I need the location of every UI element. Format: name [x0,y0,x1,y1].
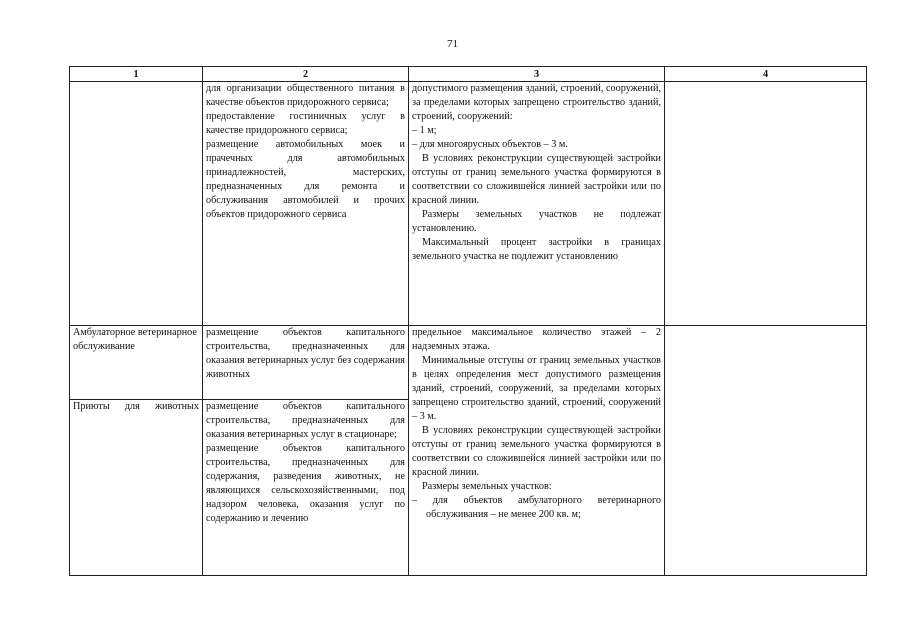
merged-col3-para: В условиях реконструкции существующей застройки отступы от границ земельного участка формируются в соответствии со сложившейся линией застройки или по красной линии. [412,425,661,478]
row1-col3-para: В условиях реконструкции существующей застройки отступы от границ земельного участка формируются в соответствии со сложившейся линией застройки или по красной линии. [412,153,661,206]
row3-col2-para: размещение объектов капитального строительства, предназначенных для содержания, разведения животных, не являющихся сельскохозяйственными, под надзором человека, оказания услуг по содержанию и лечению [206,443,405,524]
row1-col3-list-item: – для многоярусных объектов – 3 м. [412,139,568,150]
zoning-table [69,66,867,576]
row3-col1 [70,400,203,576]
header-col-2: 2 [203,67,409,82]
row1-col3-intro: допустимого размещения зданий, строений, сооружений, за пределами которых запрещено строительство зданий, строений, сооружений: [412,83,661,122]
row1-col3-para: Максимальный процент застройки в границах земельного участка не подлежит установлению [412,237,661,262]
row2-col2 [203,326,409,400]
row3-col2-para: размещение объектов капитального строительства, предназначенных для оказания ветеринарных услуг в стационаре; [206,401,405,440]
page-number: 71 [447,38,458,50]
row3-col2 [203,400,409,576]
merged-col3-para: Размеры земельных участков: [422,481,552,492]
table-header-row [70,67,867,82]
merged-col3 [409,326,665,576]
row1-col2-para: размещение автомобильных моек и прачечных для автомобильных принадлежностей, мастерских, предназначенных для ремонта и обслуживания автомобилей и прочих объектов придорожного сервиса [206,139,405,220]
row2-col2-para: размещение объектов капитального строительства, предназначенных для оказания ветеринарных услуг без содержания животных [206,327,405,380]
row1-col3-list-item: – 1 м; [412,125,437,136]
table-row [70,82,867,326]
row1-col3 [409,82,665,326]
row1-col2-para: предоставление гостиничных услуг в качестве придорожного сервиса; [206,111,405,136]
merged-col3-para: предельное максимальное количество этажей – 2 надземных этажа. [412,327,661,352]
row1-col1 [70,82,203,326]
row2-use-name: Амбулаторное ветеринарное обслуживание [73,327,197,352]
row3-use-name: Приюты для животных [73,401,199,412]
merged-col3-list-item: – для объектов амбулаторного ветеринарного обслуживания – не менее 200 кв. м; [412,495,661,520]
header-col-1: 1 [70,67,203,82]
row2-col1 [70,326,203,400]
merged-col3-para: Минимальные отступы от границ земельных участков в целях определения мест допустимого размещения зданий, строений, сооружений, за пределами которых запрещено строительство зданий, строений, сооружений – 3 м. [412,355,661,422]
header-col-3: 3 [409,67,665,82]
row1-col2 [203,82,409,326]
row1-col2-para: для организации общественного питания в качестве объектов придорожного сервиса; [206,83,405,108]
table-row [70,326,867,400]
row1-col3-para: Размеры земельных участков не подлежат установлению. [412,209,661,234]
merged-col4 [665,326,867,576]
header-col-4: 4 [665,67,867,82]
row1-col4 [665,82,867,326]
